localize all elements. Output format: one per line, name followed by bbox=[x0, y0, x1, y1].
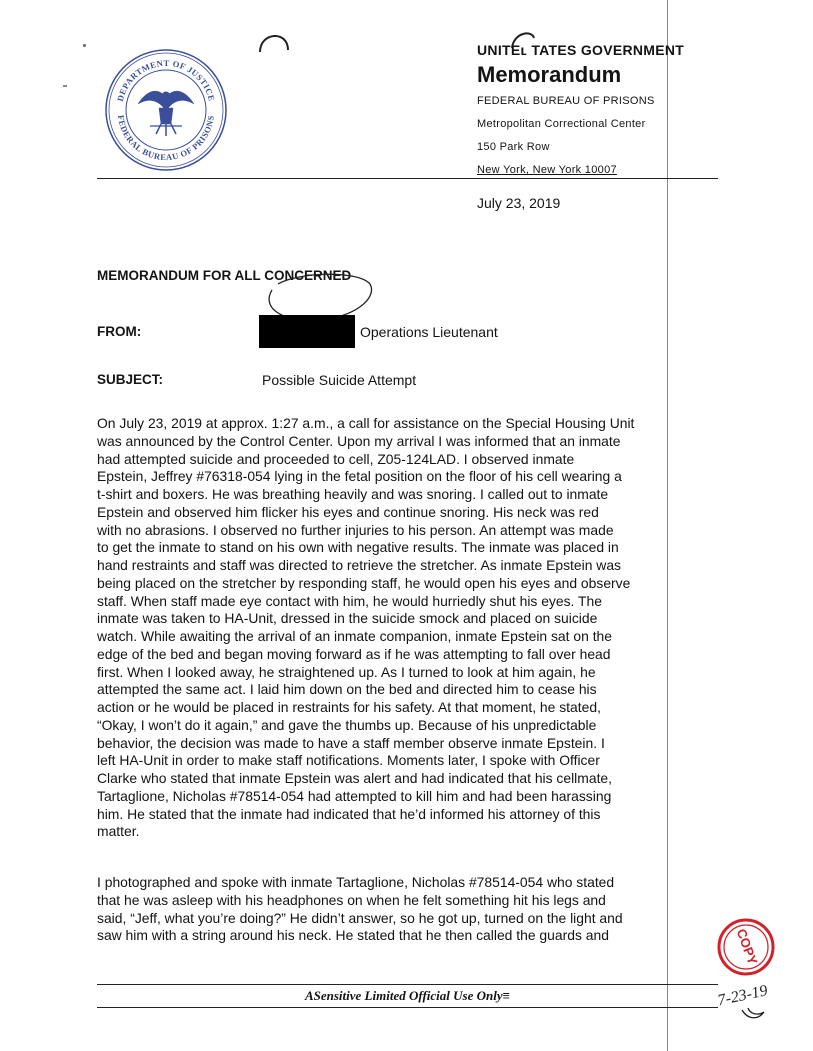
scan-speck bbox=[63, 85, 67, 87]
body-line: him. He stated that the inmate had indicated that he’d informed his attorney of this bbox=[97, 805, 601, 822]
body-line: behavior, the decision was made to have a staff member observe inmate Epstein. I bbox=[97, 734, 605, 751]
redaction-block bbox=[259, 315, 355, 348]
body-line: edge of the bed and began moving forward as if he was attempting to fall over head bbox=[97, 645, 611, 662]
svg-text:FEDERAL BUREAU OF PRISONS: FEDERAL BUREAU OF PRISONS bbox=[116, 114, 216, 163]
header-organization: UNITEʟ TATES GOVERNMENT bbox=[477, 42, 685, 58]
body-line: first. When I looked away, he straightened up. As I turned to look at him again, he bbox=[97, 663, 596, 680]
scan-speck bbox=[83, 44, 86, 47]
body-line: left HA-Unit in order to make staff notifications. Moments later, I spoke with Officer bbox=[97, 752, 600, 769]
memo-addressee: MEMORANDUM FOR ALL CONCERNED bbox=[97, 268, 352, 283]
header-agency: FEDERAL BUREAU OF PRISONS bbox=[477, 95, 655, 107]
from-value: Operations Lieutenant bbox=[360, 324, 498, 340]
header-street: 150 Park Row bbox=[477, 141, 550, 153]
body-line: I photographed and spoke with inmate Tartaglione, Nicholas #78514-054 who stated bbox=[97, 874, 615, 890]
body-line: Clarke who stated that inmate Epstein was alert and had indicated that his cellmate, bbox=[97, 770, 613, 786]
body-line: attempted the same act. I laid him down on the bed and directed him to cease his bbox=[97, 681, 597, 698]
document-title: Memorandum bbox=[477, 62, 622, 87]
footer-classification: ASensitive Limited Official Use Only≡ bbox=[304, 988, 511, 1003]
body-line: inmate was taken to HA-Unit, dressed in the suicide smock and placed on suicide bbox=[97, 610, 598, 627]
copy-stamp-text: COPY bbox=[733, 926, 761, 967]
handwritten-date bbox=[714, 970, 794, 1026]
body-line: to get the inmate to stand on his own with negative results. The inmate was placed in bbox=[97, 539, 619, 556]
header-facility: Metropolitan Correctional Center bbox=[477, 118, 646, 130]
subject-value: Possible Suicide Attempt bbox=[262, 372, 417, 388]
body-line: Epstein, Jeffrey #76318-054 lying in the fetal position on the floor of his cell wearing a bbox=[97, 468, 622, 485]
body-line: with no abrasions. I observed no further injuries to his person. An attempt was made bbox=[97, 521, 614, 538]
body-line: staff. When staff made eye contact with him, he would hurriedly shut his eyes. The bbox=[97, 592, 602, 609]
svg-text:DEPARTMENT OF JUSTICE: DEPARTMENT OF JUSTICE bbox=[114, 57, 218, 103]
body-line: matter. bbox=[97, 823, 140, 840]
subject-label: SUBJECT: bbox=[97, 372, 164, 387]
header-city: New York, New York 10007 bbox=[477, 164, 617, 176]
body-paragraph-1 bbox=[97, 415, 725, 841]
body-line: “Okay, I won’t do it again,” and gave the thumbs up. Because of his unpredictable bbox=[97, 716, 597, 733]
body-line: had attempted suicide and proceeded to cell, Z05-124LAD. I observed inmate bbox=[97, 450, 575, 467]
body-line: Epstein and observed him flicker his eyes and continue snoring. His neck was red bbox=[97, 503, 599, 520]
handwritten-date-text: 7-23-19 bbox=[716, 982, 770, 1010]
body-line: action or he would be placed in restraints for his safety. At that moment, he stated, bbox=[97, 699, 601, 715]
body-line: said, “Jeff, what you’re doing?” He didn’t answer, so he got up, turned on the light and bbox=[97, 909, 623, 926]
body-paragraph-2 bbox=[97, 874, 725, 945]
body-line: On July 23, 2019 at approx. 1:27 a.m., a call for assistance on the Special Housing Unit bbox=[97, 415, 635, 431]
body-line: being placed on the stretcher by responding staff, he would open his eyes and observe bbox=[97, 574, 631, 591]
body-line: hand restraints and staff was directed to retrieve the stretcher. As inmate Epstein was bbox=[97, 557, 621, 573]
footer-divider-bottom bbox=[97, 1007, 718, 1008]
body-line: that he was asleep with his headphones on when he felt something hit his legs and bbox=[97, 891, 606, 908]
department-of-justice-seal bbox=[104, 48, 228, 172]
binder-hole-mark bbox=[256, 24, 292, 58]
body-line: Tartaglione, Nicholas #78514-054 had attempted to kill him and had been harassing bbox=[97, 787, 612, 804]
body-line: t-shirt and boxers. He was breathing heavily and was snoring. I called out to inmate bbox=[97, 486, 609, 502]
memo-date: July 23, 2019 bbox=[477, 195, 561, 211]
footer-divider-top bbox=[97, 984, 718, 985]
from-label: FROM: bbox=[97, 324, 142, 339]
body-line: watch. While awaiting the arrival of an inmate companion, inmate Epstein sat on the bbox=[97, 628, 612, 644]
body-line: saw him with a string around his neck. He stated that he then called the guards and bbox=[97, 927, 609, 944]
header-divider bbox=[97, 178, 718, 179]
body-line: was announced by the Control Center. Upon my arrival I was informed that an inmate bbox=[97, 432, 621, 449]
